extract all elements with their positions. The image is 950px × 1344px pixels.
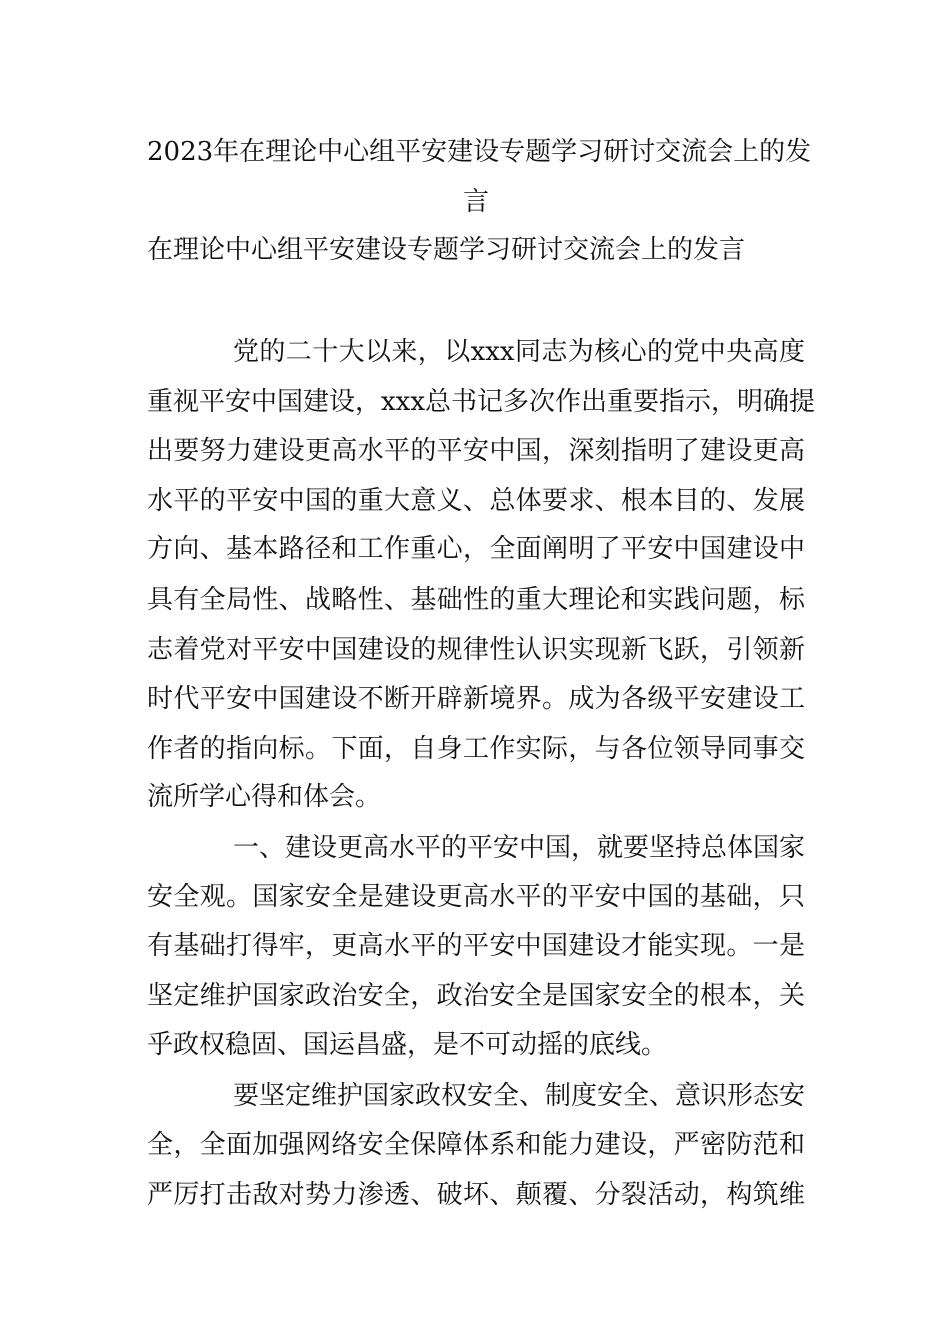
- paragraph-2-line: 有基础打得牢，更高水平的平安中国建设才能实现。一是: [147, 931, 805, 961]
- paragraph-1-line: 水平的平安中国的重大意义、总体要求、根本目的、发展: [147, 486, 805, 516]
- document-title-line-1: 2023年在理论中心组平安建设专题学习研讨交流会上的发: [147, 137, 812, 167]
- paragraph-2-line: 一、建设更高水平的平安中国，就要坚持总体国家: [233, 833, 806, 863]
- document-title-line-2: 言: [462, 187, 489, 217]
- paragraph-1-line: 志着党对平安中国建设的规律性认识实现新飞跃，引领新: [147, 635, 805, 665]
- paragraph-3-line: 要坚定维护国家政权安全、制度安全、意识形态安: [233, 1081, 806, 1111]
- paragraph-1-line: 具有全局性、战略性、基础性的重大理论和实践问题，标: [147, 585, 805, 615]
- paragraph-3-line: 全，全面加强网络安全保障体系和能力建设，严密防范和: [147, 1130, 805, 1160]
- paragraph-2-line: 坚定维护国家政治安全，政治安全是国家安全的根本，关: [147, 981, 805, 1011]
- paragraph-1-line: 作者的指向标。下面，自身工作实际，与各位领导同事交: [147, 734, 805, 764]
- paragraph-1-line: 党的二十大以来，以xxx同志为核心的党中央高度: [233, 337, 805, 367]
- paragraph-1-line: 方向、基本路径和工作重心，全面阐明了平安中国建设中: [147, 534, 805, 564]
- paragraph-1-line: 时代平安中国建设不断开辟新境界。成为各级平安建设工: [147, 684, 805, 714]
- paragraph-2-line: 安全观。国家安全是建设更高水平的平安中国的基础，只: [147, 882, 805, 912]
- paragraph-1-line: 流所学心得和体会。: [147, 782, 382, 812]
- paragraph-2-line: 乎政权稳固、国运昌盛，是不可动摇的底线。: [147, 1030, 668, 1060]
- paragraph-1-line: 重视平安中国建设，xxx总书记多次作出重要指示，明确提: [147, 387, 815, 417]
- document-subtitle: 在理论中心组平安建设专题学习研讨交流会上的发言: [147, 235, 746, 265]
- paragraph-3-line: 严厉打击敌对势力渗透、破坏、颠覆、分裂活动，构筑维: [147, 1180, 805, 1210]
- paragraph-1-line: 出要努力建设更高水平的平安中国，深刻指明了建设更高: [147, 436, 805, 466]
